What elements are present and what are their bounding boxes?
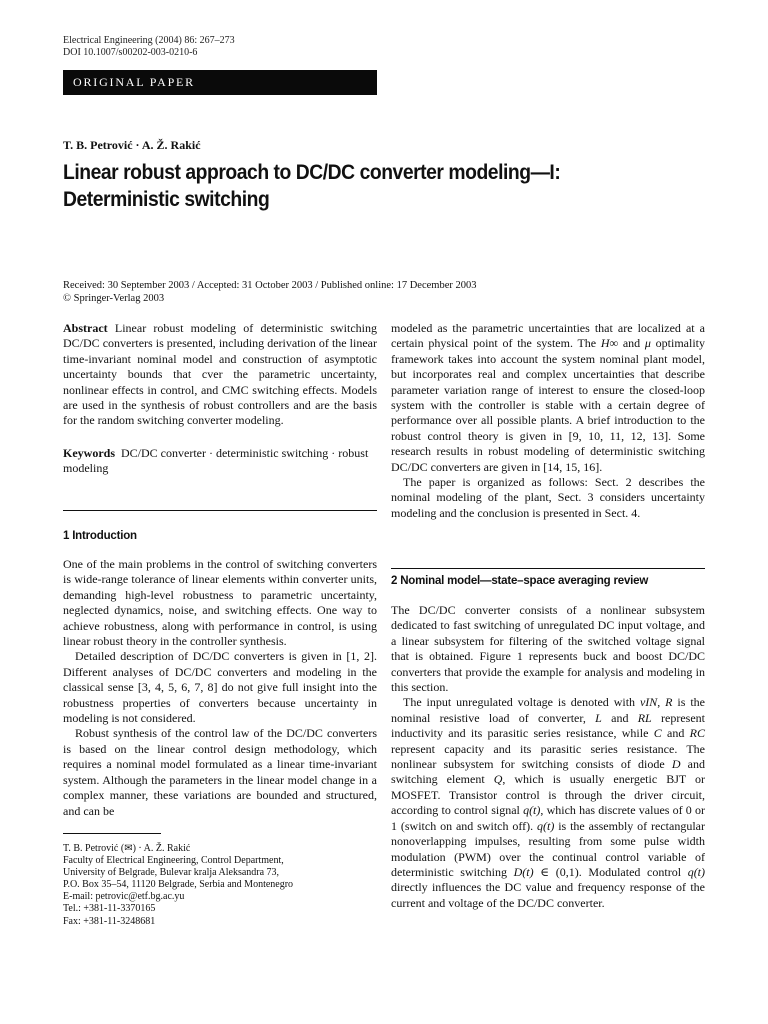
text-run: The input unregulated voltage is denoted with bbox=[403, 695, 640, 710]
text-run: represent capacity and its parasitic series resistance. The nonlinear subsystem for switching consists of diode bbox=[391, 741, 705, 772]
footnote-fax: Fax: +381-11-3248681 bbox=[63, 915, 156, 927]
footnote-line: University of Belgrade, Bulevar kralja Aleksandra 73, bbox=[63, 867, 280, 879]
section-1-heading: 1 Introduction bbox=[63, 530, 137, 542]
introduction-continued bbox=[391, 321, 705, 521]
paper-title: Linear robust approach to DC/DC converter modeling—I: Deterministic switching bbox=[63, 161, 561, 211]
math-symbol: RL bbox=[637, 710, 652, 725]
math-symbol: R bbox=[665, 695, 673, 710]
text-run: modeled as the parametric uncertainties that are localized at a certain physical point of the system. The bbox=[391, 321, 705, 351]
text-run: , which is usually energetic BJT or MOSFET. Transistor control is through the driver circuit, according to control signal bbox=[391, 772, 705, 818]
keywords-label: Keywords bbox=[63, 445, 115, 460]
text-run: directly influences the DC value and frequency response of the current and voltage of the DC/DC converter. bbox=[391, 880, 705, 910]
author-list: T. B. Petrović · A. Ž. Rakić bbox=[63, 138, 201, 152]
math-symbol: vIN bbox=[639, 695, 658, 710]
text-run: , bbox=[657, 695, 666, 710]
text-run: is the assembly of rectangular nonoverlapping impulses, resulting from some pulse width modulation (PWM) over the continual control variable of deterministic switching bbox=[391, 818, 705, 879]
section-1-paragraph: Detailed description of DC/DC converters is given in [1, 2]. Different analyses of DC/DC converters and modeling in the classical sense [3, 4, 5, 6, 7, 8] do not give full insight into the robustness properties of converters because uncertainty in modeling is not considered. bbox=[63, 649, 377, 726]
section-1-paragraph: One of the main problems in the control of switching converters is wide-range tolerance of linear elements within converter units, demanding high-level robustness to parametric uncertainty, neglected dynamics, noise, and switching effects. One way to achieve robustness, along with performance in control, is using linear robust theory in the controller synthesis. bbox=[63, 557, 377, 649]
text-run: ∈ (0,1). Modulated control bbox=[533, 864, 688, 879]
publication-history bbox=[63, 279, 476, 305]
footnote-authors: T. B. Petrović (✉) · A. Ž. Rakić bbox=[63, 843, 191, 854]
math-symbol: L bbox=[595, 710, 602, 725]
article-type-banner: ORIGINAL PAPER bbox=[63, 70, 377, 95]
copyright-notice: © Springer-Verlag 2003 bbox=[63, 293, 165, 304]
section-2-heading: 2 Nominal model—state–space averaging review bbox=[391, 575, 649, 587]
math-symbol: μ bbox=[644, 336, 651, 351]
history-dates: Received: 30 September 2003 / Accepted: 31 October 2003 / Published online: 17 December 2003 bbox=[63, 280, 477, 291]
math-symbol: q(t) bbox=[687, 864, 706, 879]
text-run: , which has discrete values of 0 or 1 (switch on and switch off). bbox=[391, 803, 705, 833]
text-run: and bbox=[601, 710, 638, 725]
math-symbol: q(t) bbox=[523, 803, 541, 818]
author-affiliation-footnote bbox=[63, 843, 293, 928]
journal-citation: Electrical Engineering (2004) 86: 267–273 bbox=[63, 35, 235, 46]
text-run: is the nominal resistive load of converter, bbox=[391, 695, 705, 725]
abstract bbox=[63, 321, 377, 429]
section-2-paragraph: The DC/DC converter consists of a nonlinear subsystem dedicated to fast switching of unregulated DC input voltage, and a linear subsystem for filtering of the switched voltage signal that is obtained. Figure 1 represents buck and boost DC/DC converters that provide the example for analysis and modeling in this section. bbox=[391, 603, 705, 695]
text-run: and bbox=[618, 336, 645, 351]
section-rule bbox=[391, 568, 705, 569]
section-1-paragraph: Robust synthesis of the control law of the DC/DC converters is based on the linear control design methodology, which requires a nominal model formulated as a linear time-invariant system. Although the parameters in the linear model change in a complex manner, these variations are bounded and structured, and can be bbox=[63, 726, 377, 818]
footnote-line: P.O. Box 35–54, 11120 Belgrade, Serbia and Montenegro bbox=[63, 879, 294, 891]
keywords-text: DC/DC converter · deterministic switching · robust modeling bbox=[63, 445, 369, 476]
math-symbol: C bbox=[653, 726, 662, 741]
section-1-body bbox=[63, 557, 377, 819]
footnote-email: E-mail: petrovic@etf.bg.ac.yu bbox=[63, 891, 185, 903]
math-symbol: D bbox=[671, 757, 681, 772]
footnote-phone: Tel.: +381-11-3370165 bbox=[63, 903, 156, 915]
section-2-paragraph bbox=[391, 695, 705, 911]
keywords bbox=[63, 446, 377, 477]
journal-doi: DOI 10.1007/s00202-003-0210-6 bbox=[63, 47, 198, 58]
footnote-rule bbox=[63, 833, 161, 834]
footnote-line: Faculty of Electrical Engineering, Control Department, bbox=[63, 855, 284, 867]
math-symbol: D(t) bbox=[513, 864, 534, 879]
section-rule bbox=[63, 510, 377, 511]
math-symbol: RC bbox=[689, 726, 705, 741]
text-run: and switching element bbox=[391, 757, 705, 787]
text-run: represent inductivity and its parasitic series resistance, while bbox=[391, 710, 705, 741]
section-2-body bbox=[391, 603, 705, 911]
abstract-label: Abstract bbox=[63, 321, 108, 335]
math-symbol: Q bbox=[493, 772, 503, 787]
text-run: optimality framework takes into account the system nominal plant model, but incorporates real and complex uncertainties that describe parameter variation range of interest to ensure the closed-loop system with the controller is stable with a certain degree of performance over all possible plants. A brief introduction to the robust control theory is given in [9, 10, 11, 12, 13]. Some research results in robust modeling of deterministic switching DC/DC converters are given in [14, 15, 16]. bbox=[391, 336, 706, 474]
text-run: and bbox=[661, 726, 690, 741]
math-symbol: H∞ bbox=[600, 336, 619, 351]
abstract-block bbox=[63, 321, 377, 477]
intro-paragraph: The paper is organized as follows: Sect. 2 describes the nominal modeling of the plant, Sect. 3 considers uncertainty modeling and the conclusion is presented in Sect. 4. bbox=[391, 475, 705, 520]
math-symbol: q(t) bbox=[537, 818, 555, 833]
abstract-text: Linear robust modeling of deterministic switching DC/DC converters is presented, including derivation of the linear time-invariant nominal model and construction of asymptotic uncertainty bounds that cver the parametric uncertainty, nonlinear effects in control, and CMC switching effects. Models are used in the synthesis of robust controllers and are the basis for the random switching converter modeling. bbox=[63, 321, 377, 428]
intro-paragraph bbox=[391, 321, 705, 475]
